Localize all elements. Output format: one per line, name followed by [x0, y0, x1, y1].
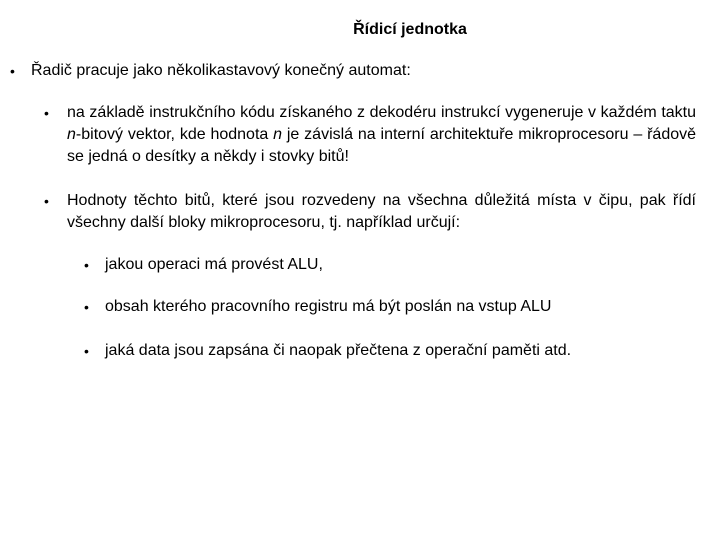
bullet-marker: • [84, 299, 89, 315]
text-part: -bitový vektor, kde hodnota [75, 126, 274, 143]
bullet-text: jaká data jsou zapsána či naopak přečtena z operační paměti atd. [105, 342, 572, 359]
italic-variable-n: n [273, 126, 283, 143]
sub-bullet-item-2 [84, 296, 704, 318]
bullet-text [67, 102, 696, 168]
italic-variable-n: n [67, 126, 76, 143]
bullet-item-1 [10, 60, 700, 82]
bullet-marker: • [44, 105, 49, 121]
bullet-text: Řadič pracuje jako několikastavový konečný automat: [31, 62, 411, 79]
bullet-item-1-2 [44, 190, 696, 234]
bullet-text: obsah kterého pracovního registru má být poslán na vstup ALU [105, 298, 552, 315]
slide-title: Řídicí jednotka [353, 21, 467, 38]
text-part: je závislá na interní architektuře mikroprocesoru – řádově se jedná o desítky a někdy i stovky bitů! [67, 126, 697, 165]
bullet-marker: • [84, 343, 89, 359]
sub-bullet-item-3 [84, 340, 704, 362]
bullet-marker: • [10, 63, 15, 79]
bullet-marker: • [44, 193, 49, 209]
bullet-item-1-1 [44, 102, 696, 168]
text-part: na základě instrukčního kódu získaného z dekodéru instrukcí vygeneruje v každém taktu [67, 104, 696, 121]
bullet-marker: • [84, 257, 89, 273]
sub-bullet-item-1 [84, 254, 704, 276]
bullet-text: Hodnoty těchto bitů, které jsou rozvedeny na všechna důležitá místa v čipu, pak řídí všechny další bloky mikroprocesoru, tj. například určují: [67, 192, 696, 231]
bullet-text: jakou operaci má provést ALU, [105, 256, 323, 273]
